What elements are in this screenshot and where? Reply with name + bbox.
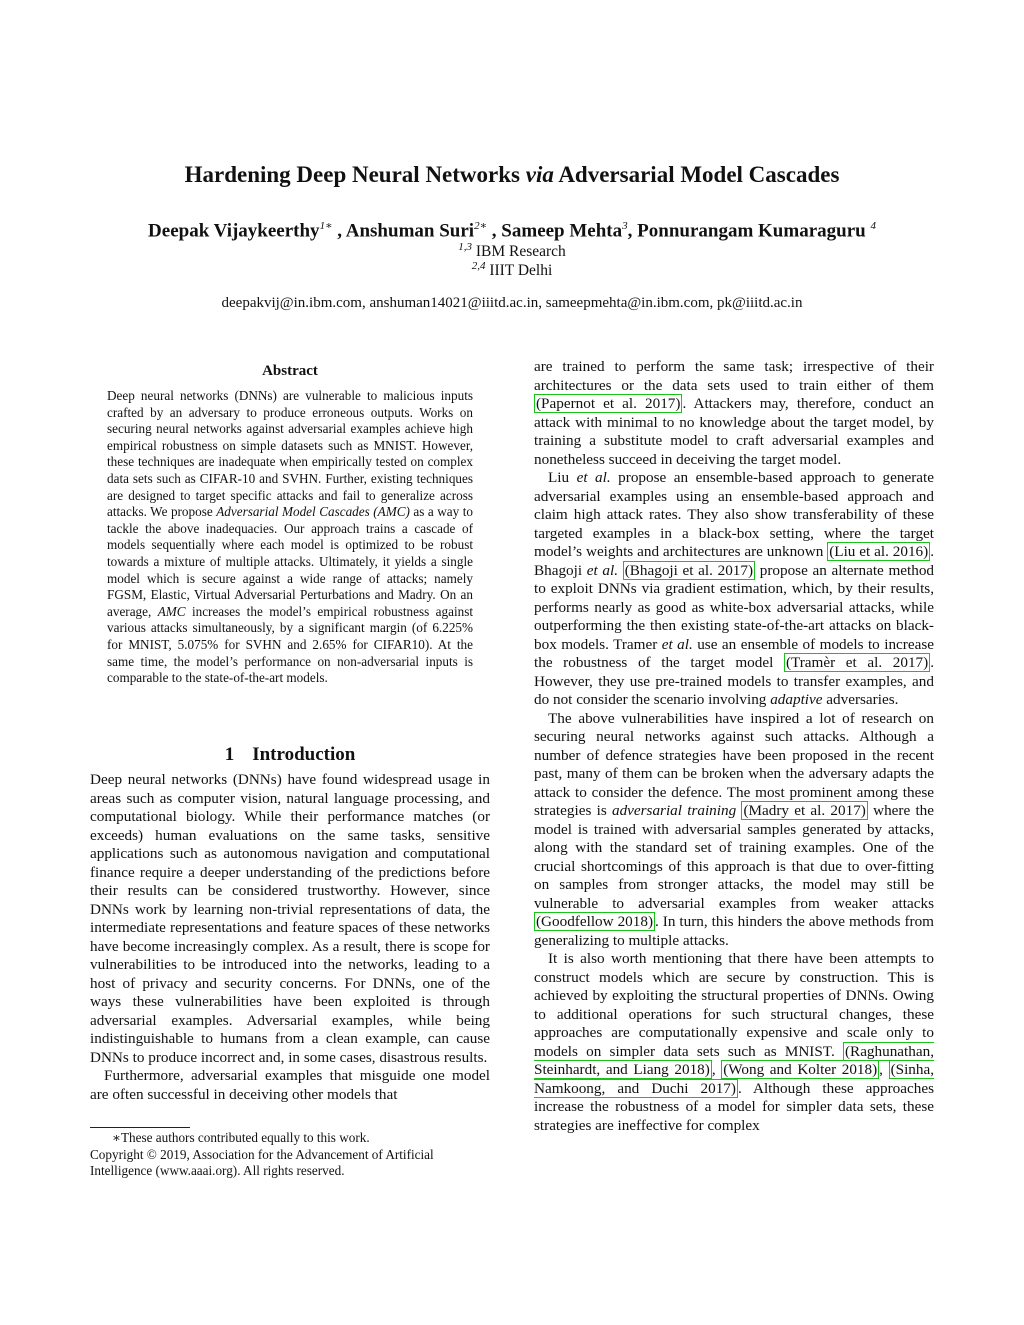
- paragraph: Deep neural networks (DNNs) have found widespread usage in areas such as computer vision, natural language processing, and computational biology. While their performance matches (or exceeds) human evaluations on the same tasks, sensitive applications such as autonomous navigation and computational finance require a deeper understanding of the predictions before their results can be considered trustworthy. However, since DNNs work by learning non-trivial representations of data, the intermediate representations and feature spaces of these networks have become increasingly complex. As a result, there is scope for vulnerabilities to be introduced into the networks, leading to a host of privacy and security concerns. For DNNs, one of the ways these vulnerabilities have been exploited is through adversarial examples. Adversarial examples, while being indistinguishable to humans from a clean example, can cause DNNs to produce incorrect and, in some cases, disastrous results.: [90, 771, 490, 1066]
- citation-link[interactable]: (Raghunathan, Steinhardt, and Liang 2018): [534, 1042, 934, 1078]
- footnote-text: ∗These authors contributed equally to this work.: [112, 1130, 370, 1145]
- citation-link[interactable]: (Liu et al. 2016): [829, 543, 929, 560]
- paragraph: The above vulnerabilities have inspired a lot of research on securing neural networks against such attacks. Although a number of defence strategies have been proposed in the recent past, many of them can be broken when the adversary adapts the attack to consider the defence. The most prominent among these strategies is adversarial training (Madry et al. 2017) where the model is trained with adversarial samples generated by attacks, along with the standard set of training examples. One of the crucial shortcomings of this approach is that due to over-fitting on samples from stronger attacks, the model may still be vulnerable to adversarial examples from weaker attacks (Goodfellow 2018) . In turn, this hinders the above methods from generalizing to multiple attacks.: [534, 709, 935, 949]
- affiliation: $^{1,3}$ IBM Research: [458, 241, 566, 261]
- footnote: [90, 1130, 490, 1180]
- author-name: Sameep Mehta: [501, 220, 623, 242]
- paper-title: Hardening Deep Neural Networks via Adversarial Model Cascades: [184, 162, 840, 187]
- citation-link[interactable]: (Papernot et al. 2017): [536, 395, 681, 412]
- citation-link[interactable]: (Wong and Kolter 2018): [723, 1061, 878, 1078]
- author-emails: deepakvij@in.ibm.com, anshuman14021@iiitd.ac.in, sameepmehta@in.ibm.com, pk@iiitd.ac.in: [221, 295, 803, 311]
- paragraph: Furthermore, adversarial examples that misguide one model are often successful in deceiving other models that: [90, 1067, 490, 1103]
- citation-link[interactable]: (Goodfellow 2018): [536, 913, 654, 930]
- author-name: Ponnurangam Kumaraguru: [637, 220, 866, 242]
- paragraph: Liu et al. propose an ensemble-based approach to generate adversarial examples using an ensemble-based approach and claim high attack rates. They also show transferability of these targeted examples in a black-box setting, where the target model’s weights and architectures are unknown (Liu et al. 2016) . Bhagoji et al. (Bhagoji et al. 2017) propose an alternate method to exploit DNNs via gradient estimation, which, by their results, performs nearly as good as white-box adversarial attacks, while outperforming the then existing state-of-the-art attacks on black-box models. Tramer et al. use an ensemble of models to increase the robustness of the target model (Tramèr et al. 2017) . However, they use pre-trained models to transfer examples, and do not consider the scenario involving adaptive adversaries.: [534, 469, 935, 708]
- citation-link[interactable]: (Bhagoji et al. 2017): [624, 561, 754, 579]
- footnote-rule: [90, 1127, 190, 1128]
- intro-text: [90, 771, 490, 1104]
- author-name: Anshuman Suri: [345, 220, 475, 242]
- copyright-notice: Copyright © 2019, Association for the Advancement of Artificial Intelligence (www.aaai.org). All rights reserved.: [90, 1146, 434, 1178]
- abstract-text: Deep neural networks (DNNs) are vulnerable to malicious inputs crafted by an adversary to produce erroneous outputs. Works on securing neural networks against adversarial examples achieve high empirical robustness on simple datasets such as MNIST. However, these techniques are inadequate when empirically tested on complex data sets such as CIFAR-10 and SVHN. Further, existing techniques are designed to target specific attacks and fail to generalize across attacks. We propose Adversarial Model Cascades (AMC) as a way to tackle the above inadequacies. Our approach trains a cascade of models sequentially where each model is optimized to be robust towards a mixture of multiple attacks. Ultimately, it yields a single model which is secure against a wide range of attacks; namely FGSM, Elastic, Virtual Adversarial Perturbations and Madry. On an average, AMC increases the model’s empirical robustness against various attacks simultaneously, by a significant margin (of 6.225% for MNIST, 5.075% for SVHN and 2.65% for CIFAR10). At the same time, the model’s performance on non-adversarial inputs is comparable to the state-of-the-art models.: [107, 388, 474, 686]
- section-heading: 1 Introduction: [224, 744, 356, 765]
- citation-link[interactable]: (Madry et al. 2017): [743, 802, 866, 819]
- paragraph: It is also worth mentioning that there have been attempts to construct models which are secure by construction. This is achieved by exploiting the structural properties of DNNs. Owing to additional operations for such structural changes, these approaches are computationally expensive and scale only to models on simpler data sets such as MNIST. (Raghunathan, Steinhardt, and Liang 2018) , (Wong and Kolter 2018) , (Sinha, Namkoong, and Duchi 2017) . Although these approaches increase the robustness of a model for simpler data sets, these strategies are ineffective for complex: [534, 950, 935, 1134]
- author-name: Deepak Vijaykeerthy: [148, 220, 320, 242]
- affiliation: $^{2,4}$ IIIT Delhi: [471, 260, 553, 280]
- paragraph: are trained to perform the same task; irrespective of their architectures or the data sets used to train either of them (Papernot et al. 2017) . Attackers may, therefore, conduct an attack with minimal to no knowledge about the target model, by training a substitute model to craft adversarial examples and nonetheless succeed in deceiving the target model.: [534, 358, 934, 468]
- abstract-heading: Abstract: [262, 363, 318, 379]
- author-list: Deepak Vijaykeerthy$^{1∗}$ , Anshuman Suri$^{2∗}$ , Sameep Mehta$^3$, Ponnurangam Kumaraguru $^4$: [148, 220, 876, 242]
- citation-link[interactable]: (Tramèr et al. 2017): [785, 654, 929, 671]
- right-column: [534, 358, 934, 1135]
- citation-link[interactable]: (Sinha, Namkoong, and Duchi 2017): [534, 1061, 935, 1097]
